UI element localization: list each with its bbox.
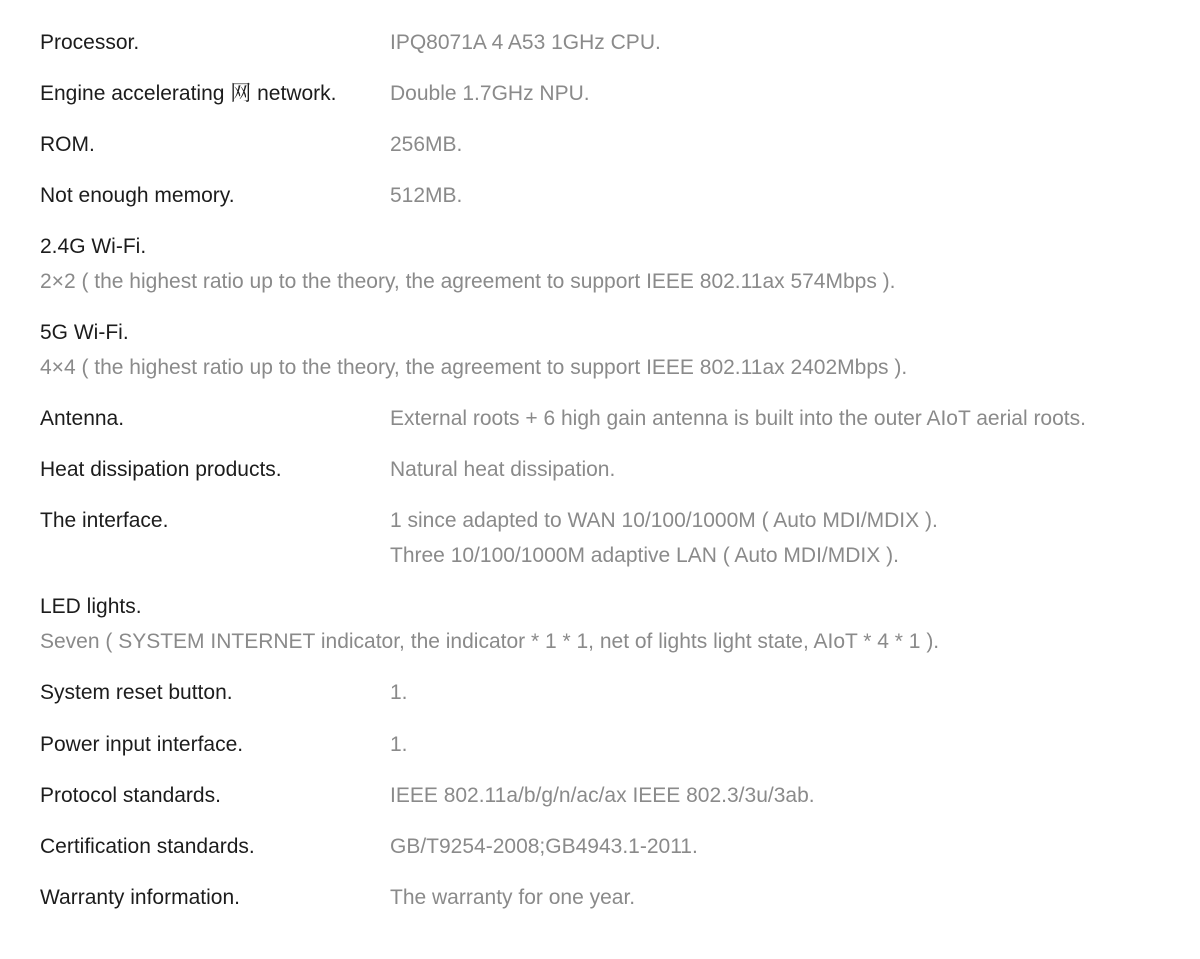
spec-value-memory: 512MB.	[390, 184, 463, 207]
spec-label-power: Power input interface.	[40, 733, 244, 756]
spec-value-wifi-5g: 4×4 ( the highest ratio up to the theory, the agreement to support IEEE 802.11ax 2402Mbps ).	[40, 356, 908, 379]
spec-label-led: LED lights.	[40, 595, 142, 618]
spec-value-engine: Double 1.7GHz NPU.	[390, 82, 590, 105]
spec-value-rom: 256MB.	[390, 133, 463, 156]
spec-label-antenna: Antenna.	[40, 407, 125, 430]
spec-value-interface-lan: Three 10/100/1000M adaptive LAN ( Auto MDI/MDIX ).	[390, 544, 899, 567]
spec-value-antenna: External roots + 6 high gain antenna is built into the outer AIoT aerial roots.	[390, 407, 1086, 430]
spec-value-warranty: The warranty for one year.	[390, 886, 636, 909]
spec-label-wifi-24g: 2.4G Wi-Fi.	[40, 235, 147, 258]
spec-label-rom: ROM.	[40, 133, 95, 156]
spec-label-certification: Certification standards.	[40, 835, 255, 858]
spec-value-reset: 1.	[390, 681, 408, 704]
spec-value-heat: Natural heat dissipation.	[390, 458, 616, 481]
spec-value-certification: GB/T9254-2008;GB4943.1-2011.	[390, 835, 698, 858]
spec-value-wifi-24g: 2×2 ( the highest ratio up to the theory, the agreement to support IEEE 802.11ax 574Mbps ).	[40, 270, 896, 293]
spec-label-warranty: Warranty information.	[40, 886, 240, 909]
spec-label-processor: Processor.	[40, 31, 140, 54]
spec-label-memory: Not enough memory.	[40, 184, 235, 207]
spec-label-engine: Engine accelerating 网 network.	[40, 82, 337, 105]
spec-label-reset: System reset button.	[40, 681, 233, 704]
spec-label-protocol: Protocol standards.	[40, 784, 221, 807]
spec-label-heat: Heat dissipation products.	[40, 458, 282, 481]
spec-value-power: 1.	[390, 733, 408, 756]
spec-value-led: Seven ( SYSTEM INTERNET indicator, the indicator * 1 * 1, net of lights light state, AIoT * 4 * 1 ).	[40, 630, 940, 653]
spec-value-processor: IPQ8071A 4 A53 1GHz CPU.	[390, 31, 661, 54]
spec-label-wifi-5g: 5G Wi-Fi.	[40, 321, 129, 344]
spec-value-interface-wan: 1 since adapted to WAN 10/100/1000M ( Auto MDI/MDIX ).	[390, 509, 938, 532]
spec-value-protocol: IEEE 802.11a/b/g/n/ac/ax IEEE 802.3/3u/3ab.	[390, 784, 815, 807]
spec-label-interface: The interface.	[40, 509, 169, 532]
